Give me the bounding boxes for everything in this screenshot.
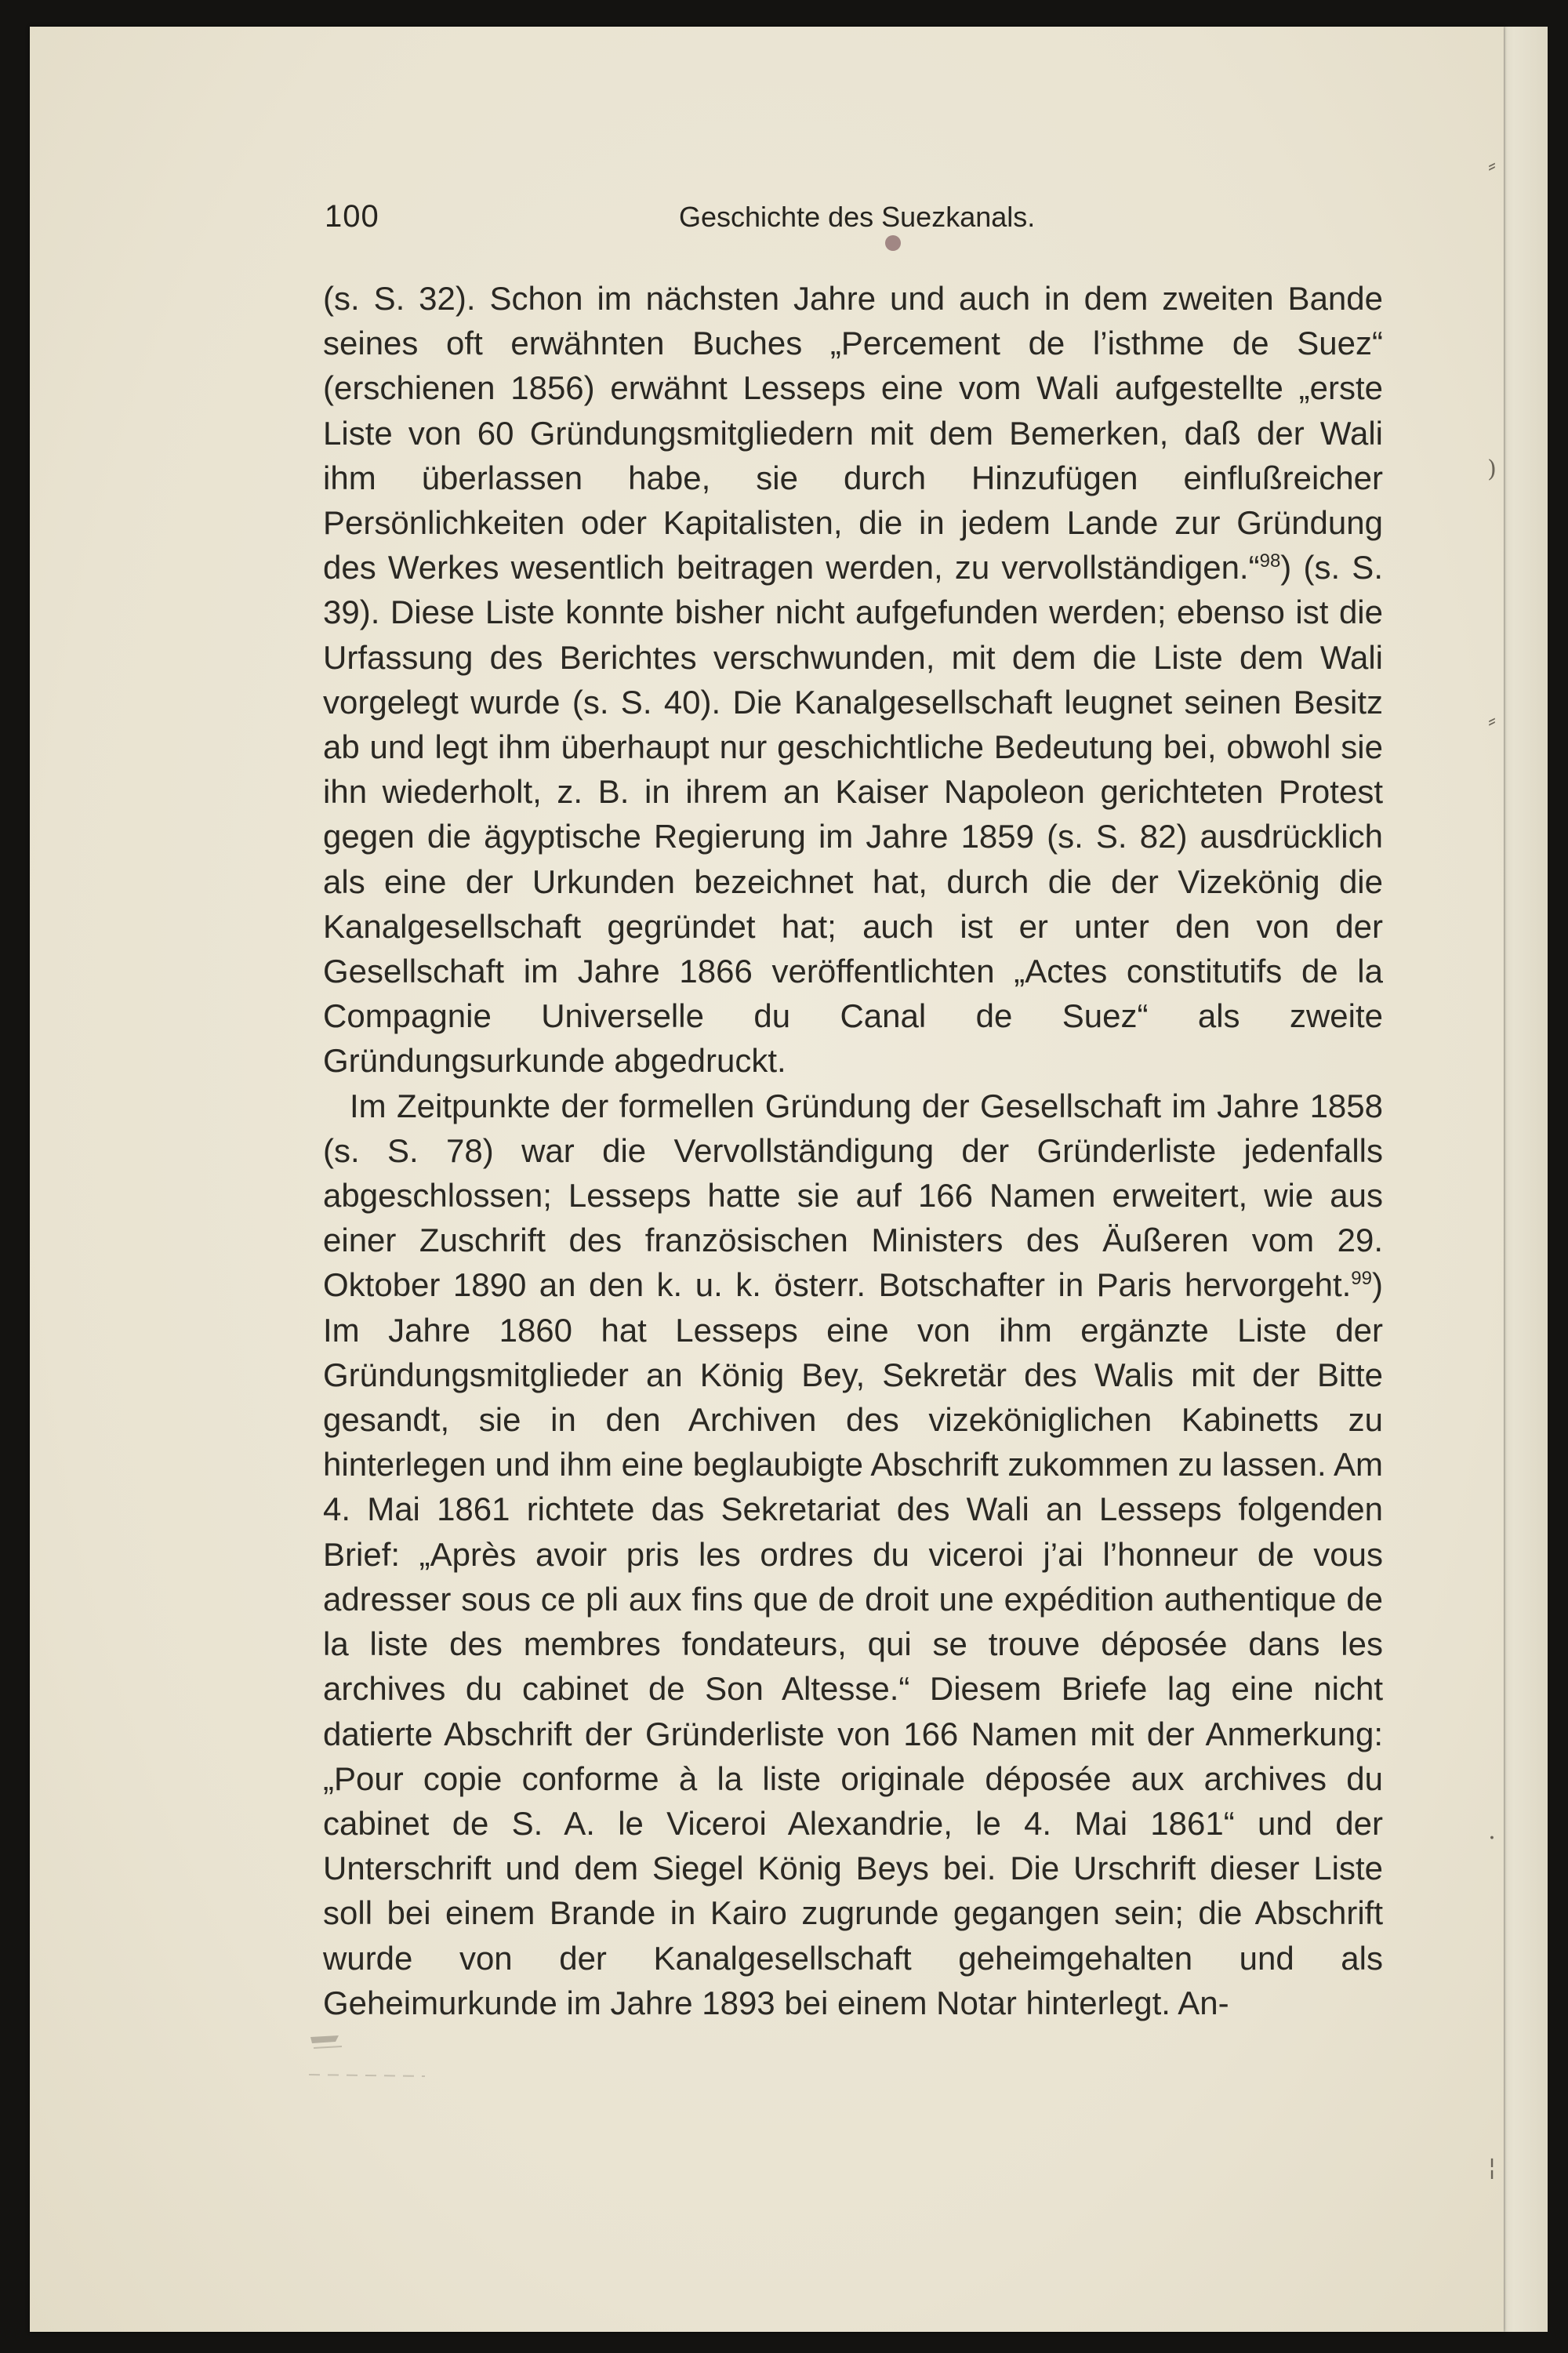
running-title: Geschichte des Suezkanals. <box>679 201 1036 233</box>
footnote-ref-99: 99 <box>1351 1268 1372 1290</box>
ornament-dot-icon <box>885 235 901 251</box>
text-run: ) Im Jahre 1860 hat Lesseps eine von ihm ergänzte Liste der Gründungsmitglieder an König Bey, Sekretär des Walis mit der Bitte gesandt, sie in den Archiven des vizeköniglichen Kabinetts zu hinterlegen und ihm eine beglaubigte Abschrift zukommen zu lassen. Am 4. Mai 1861 richtete das Sekretariat des Wali an Lesseps folgenden Brief: „Après avoir pris les ordres du viceroi j’ai l’honneur de vous adresser sous ce pli aux fins que de droit une expédition authentique de la liste des membres fondateurs, qui se trouve déposée dans les archives du cabinet de Son Altesse.“ Diesem Briefe lag eine nicht datierte Abschrift der Gründerliste von 166 Namen mit der Anmerkung: „Pour copie conforme à la liste originale déposée aux archives du cabinet de S. A. le Viceroi Alexandrie, le 4. Mai 1861“ und der Unterschrift und dem Siegel König Beys bei. Die Urschrift dieser Liste soll bei einem Brande in Kairo zugrunde gegangen sein; die Abschrift wurde von der Kanalgesellschaft geheimgehalten und als Geheimurkunde im Jahre 1893 bei einem Notar hinterlegt. An- <box>323 1266 1383 2021</box>
edge-mark-icon: ⸗ <box>1488 151 1496 179</box>
ink-smudge-icon <box>307 2026 433 2089</box>
paragraph <box>323 1084 1383 2025</box>
paragraph <box>323 276 1383 1084</box>
text-run: ) (s. S. 39). Diese Liste konnte bisher nicht aufgefunden werden; ebenso ist die Urfassung des Berichtes verschwunden, mit dem die Liste dem Wali vorgelegt wurde (s. S. 40). Die Kanalgesellschaft leugnet seinen Besitz ab und legt ihm überhaupt nur geschichtliche Bedeutung bei, obwohl sie ihn wiederholt, z. B. in ihrem an Kaiser Napoleon gerichteten Protest gegen die ägyptische Regierung im Jahre 1859 (s. S. 82) ausdrücklich als eine der Urkunden bezeichnet hat, durch die der Vizekönig die Kanalgesellschaft gegründet hat; auch ist er unter den von der Gesellschaft im Jahre 1866 veröffentlichten „Actes constitutifs de la Compagnie Universelle du Canal de Suez“ als zweite Gründungsurkunde abgedruckt. <box>323 549 1383 1080</box>
text-run: (s. S. 32). Schon im nächsten Jahre und auch in dem zweiten Bande seines oft erwähnten Buches „Percement de l’isthme de Suez“ (erschienen 1856) erwähnt Lesseps eine vom Wali aufgestellte „erste Liste von 60 Gründungsmitgliedern mit dem Bemerken, daß der Wali ihm überlassen habe, sie durch Hinzufügen einflußreicher Persönlichkeiten oder Kapitalisten, die in jedem Lande zur Gründung des Werkes wesentlich beitragen werden, zu vervollständigen.“ <box>323 280 1383 586</box>
edge-mark-icon: ) <box>1487 456 1497 483</box>
page-header <box>325 196 1391 238</box>
text-run: Im Zeitpunkte der formellen Gründung der Gesellschaft im Jahre 1858 (s. S. 78) war die Vervollständigung der Gründerliste jedenfalls abgeschlossen; Lesseps hatte sie auf 166 Namen erweitert, wie aus einer Zuschrift des französischen Ministers des Äußeren vom 29. Oktober 1890 an den k. u. k. österr. Botschafter in Paris hervorgeht. <box>323 1087 1383 1304</box>
main-text <box>323 276 1383 2025</box>
footnote-ref-98: 98 <box>1259 550 1281 572</box>
edge-mark-icon: · <box>1488 1825 1496 1852</box>
edge-mark-icon: ¦ <box>1487 2154 1497 2181</box>
edge-mark-icon: ⸗ <box>1488 706 1496 734</box>
page-number: 100 <box>325 199 379 234</box>
